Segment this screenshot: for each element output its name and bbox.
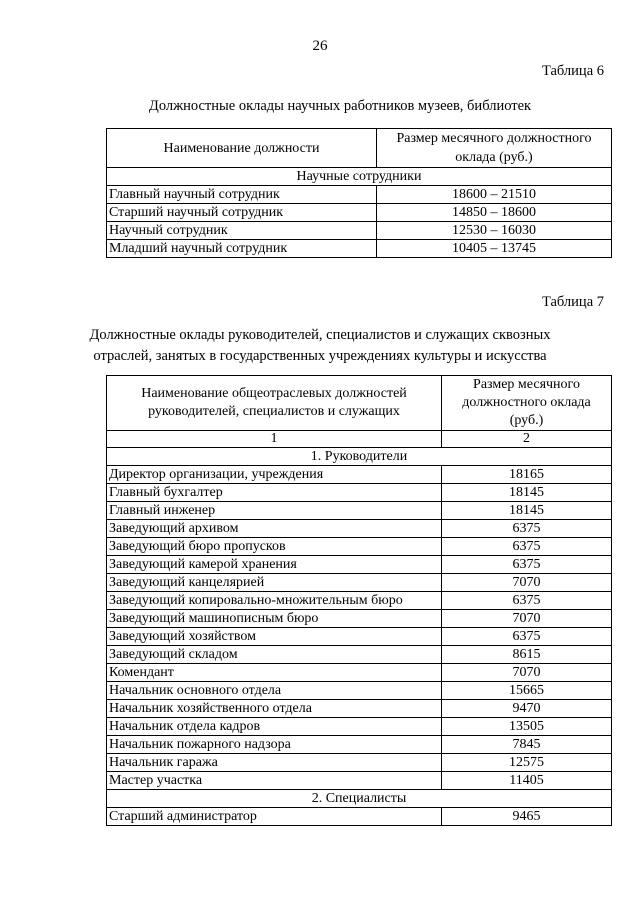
table7 bbox=[106, 375, 612, 826]
table7-section1-title: 1. Руководители bbox=[107, 448, 612, 466]
salary-value: 15665 bbox=[442, 682, 612, 700]
table-row bbox=[107, 240, 612, 258]
salary-value: 14850 – 18600 bbox=[377, 204, 612, 222]
salary-value: 10405 – 13745 bbox=[377, 240, 612, 258]
position-name: Заведующий бюро пропусков bbox=[107, 538, 442, 556]
table-row bbox=[107, 664, 612, 682]
position-name: Заведующий машинописным бюро bbox=[107, 610, 442, 628]
table7-column-numbers-row bbox=[107, 431, 612, 448]
salary-value: 18165 bbox=[442, 466, 612, 484]
table7-header-position: Наименование общеотраслевых должностей руководителей, специалистов и служащих bbox=[107, 376, 442, 431]
position-name: Заведующий копировально-множительным бюро bbox=[107, 592, 442, 610]
page-number: 26 bbox=[312, 38, 328, 54]
position-name: Начальник гаража bbox=[107, 754, 442, 772]
table-row bbox=[107, 222, 612, 240]
table-row bbox=[107, 736, 612, 754]
table-row bbox=[107, 538, 612, 556]
table7-label: Таблица 7 bbox=[541, 294, 604, 310]
salary-value: 9470 bbox=[442, 700, 612, 718]
table-row bbox=[107, 520, 612, 538]
salary-value: 13505 bbox=[442, 718, 612, 736]
position-name: Заведующий хозяйством bbox=[107, 628, 442, 646]
position-name: Начальник отдела кадров bbox=[107, 718, 442, 736]
table-row bbox=[107, 186, 612, 204]
table-row bbox=[107, 718, 612, 736]
salary-value: 18145 bbox=[442, 484, 612, 502]
table7-title-line2: отраслей, занятых в государственных учреждениях культуры и искусства bbox=[93, 348, 547, 364]
salary-value: 6375 bbox=[442, 628, 612, 646]
position-name: Начальник основного отдела bbox=[107, 682, 442, 700]
table-row bbox=[107, 682, 612, 700]
salary-value: 9465 bbox=[442, 808, 612, 826]
salary-value: 8615 bbox=[442, 646, 612, 664]
salary-value: 7070 bbox=[442, 664, 612, 682]
table-row bbox=[107, 484, 612, 502]
position-name: Заведующий камерой хранения bbox=[107, 556, 442, 574]
table-row bbox=[107, 646, 612, 664]
position-name: Главный инженер bbox=[107, 502, 442, 520]
salary-value: 12575 bbox=[442, 754, 612, 772]
table-row bbox=[107, 466, 612, 484]
table-row bbox=[107, 556, 612, 574]
salary-value: 12530 – 16030 bbox=[377, 222, 612, 240]
table7-header-salary: Размер месячного должностного оклада (руб.) bbox=[442, 376, 612, 431]
table6-header-position: Наименование должности bbox=[107, 129, 377, 168]
table7-title-line1: Должностные оклады руководителей, специалистов и служащих сквозных bbox=[89, 327, 551, 343]
position-name: Старший научный сотрудник bbox=[107, 204, 377, 222]
salary-value: 18145 bbox=[442, 502, 612, 520]
table-row bbox=[107, 700, 612, 718]
position-name: Директор организации, учреждения bbox=[107, 466, 442, 484]
position-name: Заведующий архивом bbox=[107, 520, 442, 538]
salary-value: 11405 bbox=[442, 772, 612, 790]
table7-section-row bbox=[107, 790, 612, 808]
salary-value: 6375 bbox=[442, 538, 612, 556]
table-row bbox=[107, 592, 612, 610]
table6-header-row bbox=[107, 129, 612, 168]
table6-section-title: Научные сотрудники bbox=[107, 168, 612, 186]
salary-value: 6375 bbox=[442, 592, 612, 610]
position-name: Мастер участка bbox=[107, 772, 442, 790]
table6 bbox=[106, 128, 612, 258]
table-row bbox=[107, 574, 612, 592]
salary-value: 18600 – 21510 bbox=[377, 186, 612, 204]
position-name: Старший администратор bbox=[107, 808, 442, 826]
table-row bbox=[107, 502, 612, 520]
position-name: Младший научный сотрудник bbox=[107, 240, 377, 258]
table-row bbox=[107, 772, 612, 790]
column-number: 1 bbox=[107, 431, 442, 448]
table-row bbox=[107, 628, 612, 646]
position-name: Научный сотрудник bbox=[107, 222, 377, 240]
position-name: Заведующий канцелярией bbox=[107, 574, 442, 592]
salary-value: 7070 bbox=[442, 574, 612, 592]
salary-value: 6375 bbox=[442, 556, 612, 574]
table6-section-row bbox=[107, 168, 612, 186]
position-name: Заведующий складом bbox=[107, 646, 442, 664]
table-row bbox=[107, 204, 612, 222]
position-name: Комендант bbox=[107, 664, 442, 682]
position-name: Главный бухгалтер bbox=[107, 484, 442, 502]
position-name: Главный научный сотрудник bbox=[107, 186, 377, 204]
salary-value: 7070 bbox=[442, 610, 612, 628]
table7-section-row bbox=[107, 448, 612, 466]
table-row bbox=[107, 754, 612, 772]
table-row bbox=[107, 808, 612, 826]
table6-header-salary: Размер месячного должностного оклада (руб.) bbox=[377, 129, 612, 168]
position-name: Начальник пожарного надзора bbox=[107, 736, 442, 754]
table7-header-row bbox=[107, 376, 612, 431]
table6-label: Таблица 6 bbox=[541, 63, 604, 79]
salary-value: 6375 bbox=[442, 520, 612, 538]
table6-title: Должностные оклады научных работников музеев, библиотек bbox=[148, 98, 532, 114]
column-number: 2 bbox=[442, 431, 612, 448]
table-row bbox=[107, 610, 612, 628]
position-name: Начальник хозяйственного отдела bbox=[107, 700, 442, 718]
table7-section2-title: 2. Специалисты bbox=[107, 790, 612, 808]
salary-value: 7845 bbox=[442, 736, 612, 754]
